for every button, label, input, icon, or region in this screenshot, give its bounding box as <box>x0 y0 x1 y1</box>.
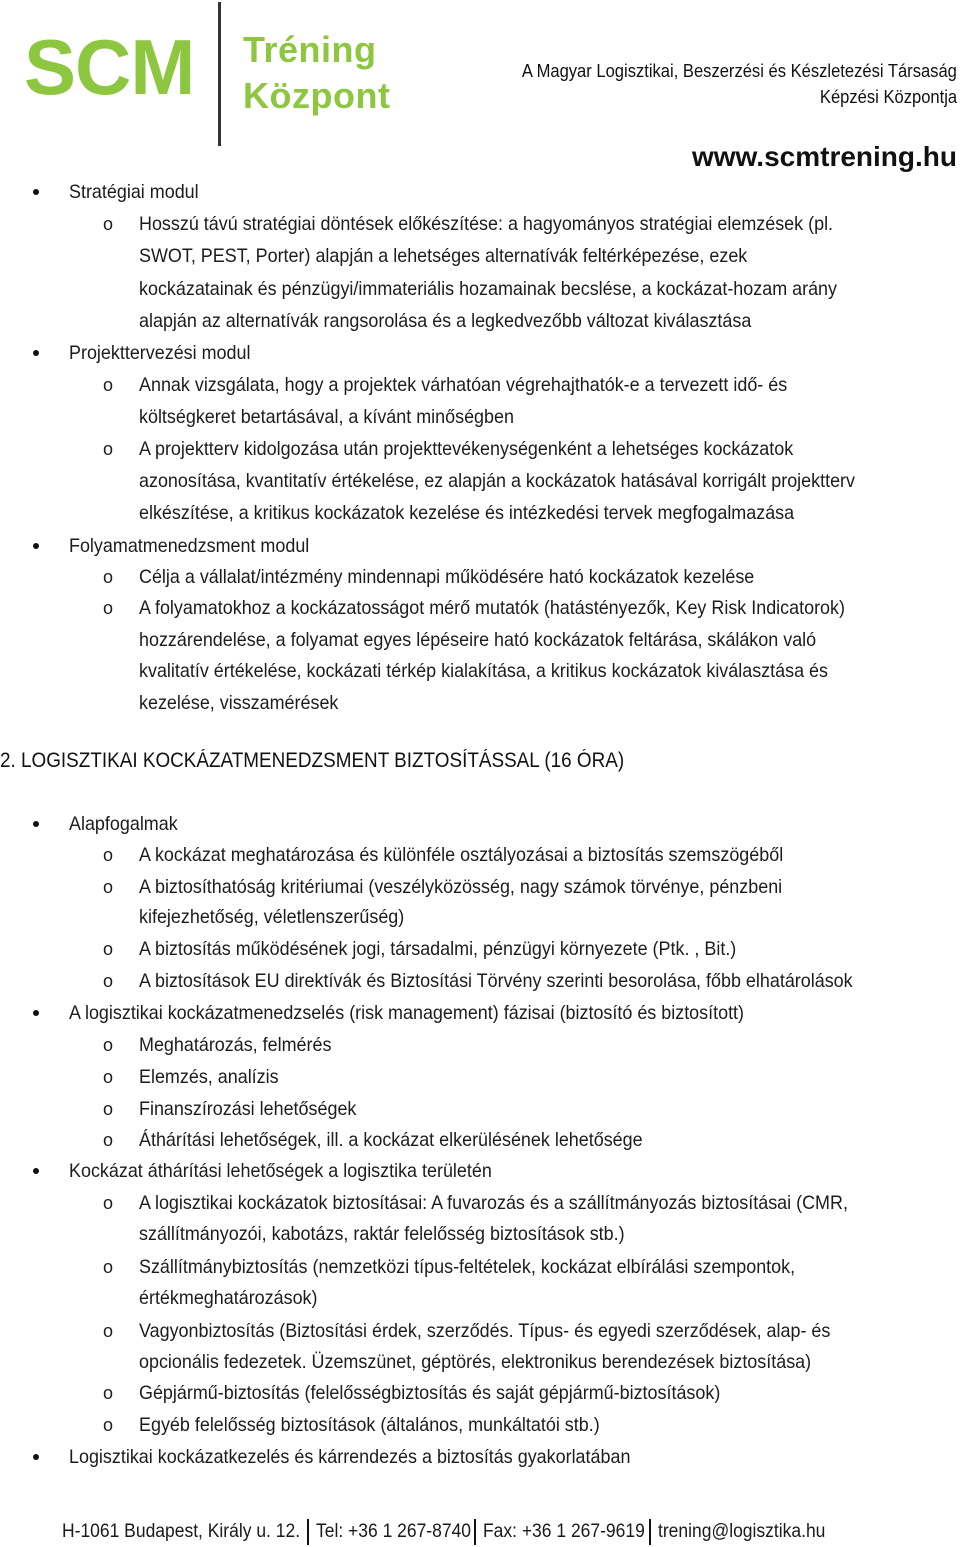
list-item: Hosszú távú stratégiai döntések előkészítése: a hagyományos stratégiai elemzések (pl. <box>139 213 834 235</box>
circle-bullet-icon: o <box>103 877 114 897</box>
list-item: Vagyonbiztosítás (Biztosítási érdek, szerződés. Típus- és egyedi szerződések, alap- és <box>139 1320 831 1342</box>
circle-bullet-icon: o <box>103 1257 114 1277</box>
footer <box>62 1520 840 1544</box>
circle-bullet-icon: o <box>103 1035 114 1055</box>
circle-bullet-icon: o <box>103 439 114 459</box>
circle-bullet-icon: o <box>103 375 114 395</box>
circle-bullet-icon: o <box>103 1321 114 1341</box>
list-item-continuation: kvalitatív értékelése, kockázati térkép kialakítása, a kritikus kockázatok kiválasztása és <box>139 660 828 682</box>
list-item: A logisztikai kockázatok biztosításai: A fuvarozás és a szállítmányozás biztosításai (CMR, <box>139 1192 848 1214</box>
circle-bullet-icon: o <box>103 1383 114 1403</box>
list-item: Elemzés, analízis <box>139 1066 279 1088</box>
list-item-continuation: elkészítése, a kritikus kockázatok kezelése és intézkedési tervek megfogalmazása <box>139 502 795 524</box>
circle-bullet-icon: o <box>103 598 114 618</box>
circle-bullet-icon: o <box>103 1193 114 1213</box>
list-item: A biztosítások EU direktívák és Biztosítási Törvény szerinti besorolása, főbb elhatárolások <box>139 970 853 992</box>
list-item: Szállítmánybiztosítás (nemzetközi típus-feltételek, kockázat elbírálási szempontok, <box>139 1256 796 1278</box>
circle-bullet-icon: o <box>103 1099 114 1119</box>
list-item: A folyamatokhoz a kockázatosságot mérő mutatók (hatástényezők, Key Risk Indicatorok) <box>139 597 845 619</box>
list-item: Annak vizsgálata, hogy a projektek várhatóan végrehajthatók-e a tervezett idő- és <box>139 374 788 396</box>
list-item: Meghatározás, felmérés <box>139 1034 332 1056</box>
list-item-continuation: opcionális fedezetek. Üzemszünet, géptörés, elektronikus berendezések biztosítása) <box>139 1351 812 1373</box>
bullet-icon <box>33 1010 39 1016</box>
list-item-continuation: kifejezhetőség, véletlenszerűség) <box>139 906 405 928</box>
footer-fax: Fax: +36 1 267-9619 <box>483 1521 646 1542</box>
footer-divider <box>649 1519 651 1545</box>
logo-divider <box>218 2 221 146</box>
list-item-continuation: kezelése, visszamérések <box>139 692 339 714</box>
bullet-icon <box>33 543 39 549</box>
footer-email[interactable]: trening@logisztika.hu <box>658 1521 826 1542</box>
list-item: Áthárítási lehetőségek, ill. a kockázat elkerülésének lehetősége <box>139 1129 643 1151</box>
bullet-icon <box>33 189 39 195</box>
list-item-continuation: szállítmányozói, kabotázs, raktár felelősség biztosítások stb.) <box>139 1223 625 1245</box>
list-item-continuation: alapján az alternatívák rangsorolása és a legkedvezőbb változat kiválasztása <box>139 310 752 332</box>
list-item-continuation: SWOT, PEST, Porter) alapján a lehetséges alternatívák feltérképezése, ezek <box>139 245 748 267</box>
section-title-claims: Logisztikai kockázatkezelés és kárrendezés a biztosítás gyakorlatában <box>69 1446 631 1468</box>
list-item: Finanszírozási lehetőségek <box>139 1098 357 1120</box>
bullet-icon <box>33 350 39 356</box>
logo-subtitle-line1: Tréning <box>243 29 377 70</box>
bullet-icon <box>33 1454 39 1460</box>
section-title-project: Projekttervezési modul <box>69 342 251 364</box>
section-title-basics: Alapfogalmak <box>69 813 178 835</box>
list-item: Célja a vállalat/intézmény mindennapi működésére ható kockázatok kezelése <box>139 566 755 588</box>
section-heading: 2. LOGISZTIKAI KOCKÁZATMENEDZSMENT BIZTOSÍTÁSSAL (16 ÓRA) <box>0 749 625 772</box>
list-item-continuation: értékmeghatározások) <box>139 1287 318 1309</box>
logo-scm: SCM <box>24 23 195 111</box>
circle-bullet-icon: o <box>103 1130 114 1150</box>
organization-subtitle: Képzési Központja <box>819 87 957 107</box>
list-item: A kockázat meghatározása és különféle osztályozásai a biztosítás szemszögéből <box>139 844 784 866</box>
section-title-process: Folyamatmenedzsment modul <box>69 535 310 557</box>
list-item: Gépjármű-biztosítás (felelősségbiztosítás és saját gépjármű-biztosítások) <box>139 1382 721 1404</box>
list-item-continuation: kockázatainak és pénzügyi/immateriális hozamainak becslése, a kockázat-hozam arány <box>139 278 838 300</box>
bullet-icon <box>33 1168 39 1174</box>
circle-bullet-icon: o <box>103 1415 114 1435</box>
circle-bullet-icon: o <box>103 214 114 234</box>
circle-bullet-icon: o <box>103 567 114 587</box>
section-title-strategic: Stratégiai modul <box>69 181 199 203</box>
list-item: A biztosíthatóság kritériumai (veszélyközösség, nagy számok törvénye, pénzbeni <box>139 876 783 898</box>
list-item-continuation: költségkeret betartásával, a kívánt minőségben <box>139 406 514 428</box>
list-item: Egyéb felelősség biztosítások (általános, munkáltatói stb.) <box>139 1414 600 1436</box>
section-title-risk-management: A logisztikai kockázatmenedzselés (risk management) fázisai (biztosító és biztosított) <box>69 1002 745 1024</box>
section-title-risk-transfer: Kockázat áthárítási lehetőségek a logisztika területén <box>69 1160 492 1182</box>
list-item-continuation: hozzárendelése, a folyamat egyes lépéseire ható kockázatok feltárása, skálákon való <box>139 629 817 651</box>
circle-bullet-icon: o <box>103 939 114 959</box>
list-item: A biztosítás működésének jogi, társadalmi, pénzügyi környezete (Ptk. , Bit.) <box>139 938 737 960</box>
circle-bullet-icon: o <box>103 845 114 865</box>
organization-name: A Magyar Logisztikai, Beszerzési és Készletezési Társaság <box>521 61 957 81</box>
footer-address: H-1061 Budapest, Király u. 12. <box>62 1521 301 1542</box>
list-item-continuation: azonosítása, kvantitatív értékelése, ez alapján a kockázatok hatásával korrigált projektterv <box>139 470 855 492</box>
footer-divider <box>307 1519 309 1545</box>
circle-bullet-icon: o <box>103 971 114 991</box>
website-link[interactable]: www.scmtrening.hu <box>692 141 957 172</box>
footer-divider <box>474 1519 476 1545</box>
circle-bullet-icon: o <box>103 1067 114 1087</box>
logo-subtitle-line2: Központ <box>243 75 391 116</box>
list-item: A projektterv kidolgozása után projekttevékenységenként a lehetséges kockázatok <box>139 438 794 460</box>
bullet-icon <box>33 821 39 827</box>
footer-phone: Tel: +36 1 267-8740 <box>315 1521 471 1542</box>
